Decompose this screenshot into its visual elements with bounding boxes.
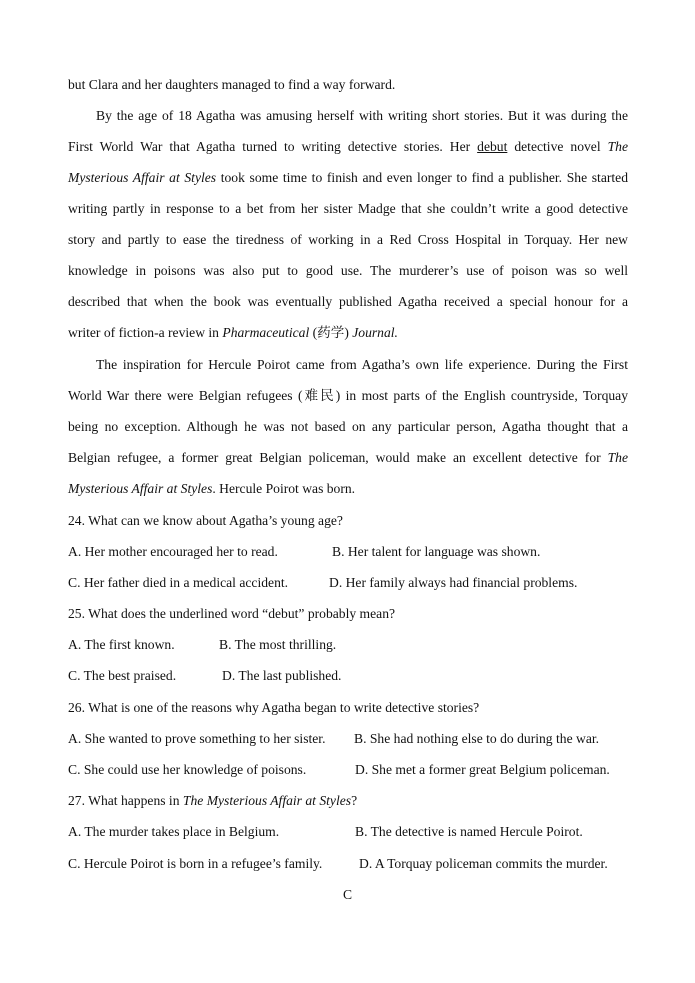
question-stem: 25. What does the underlined word “debut” probably mean? xyxy=(68,606,396,621)
question-stem: 24. What can we know about Agatha’s young age? xyxy=(68,513,343,528)
passage-line: but Clara and her daughters managed to find a way forward. xyxy=(68,77,396,92)
option-b[interactable]: B. Her talent for language was shown. xyxy=(332,544,541,559)
passage-line: Mysterious Affair at Styles. Hercule Poirot was born. xyxy=(68,481,356,496)
option-a[interactable]: A. The first known. xyxy=(68,637,175,652)
option-b[interactable]: B. She had nothing else to do during the war. xyxy=(354,731,600,746)
option-a[interactable]: A. The murder takes place in Belgium. xyxy=(68,824,280,839)
option-a[interactable]: A. She wanted to prove something to her sister. xyxy=(68,731,326,746)
section-letter: C xyxy=(342,887,353,902)
book-title: Mysterious Affair at Styles xyxy=(68,170,217,185)
option-d[interactable]: D. Her family always had financial problems. xyxy=(329,575,578,590)
passage-line: knowledge in poisons was also put to good use. The murderer’s use of poison was so well xyxy=(68,263,628,278)
passage-line: story and partly to ease the tiredness of working in a Red Cross Hospital in Torquay. Her new xyxy=(68,232,628,247)
question-stem: 27. What happens in The Mysterious Affair at Styles? xyxy=(68,793,358,808)
option-b[interactable]: B. The detective is named Hercule Poirot. xyxy=(355,824,583,839)
option-d[interactable]: D. A Torquay policeman commits the murder. xyxy=(359,856,608,871)
option-b[interactable]: B. The most thrilling. xyxy=(219,637,337,652)
option-d[interactable]: D. The last published. xyxy=(222,668,342,683)
option-a[interactable]: A. Her mother encouraged her to read. xyxy=(68,544,278,559)
underlined-word: debut xyxy=(477,139,508,154)
question-stem: 26. What is one of the reasons why Agatha began to write detective stories? xyxy=(68,700,480,715)
passage-line: writer of fiction-a review in Pharmaceutical (药学) Journal. xyxy=(68,325,398,340)
option-c[interactable]: C. Hercule Poirot is born in a refugee’s family. xyxy=(68,856,323,871)
passage-line: First World War that Agatha turned to writing detective stories. Her debut detective novel The xyxy=(68,139,628,154)
option-c[interactable]: C. She could use her knowledge of poisons. xyxy=(68,762,307,777)
option-c[interactable]: C. The best praised. xyxy=(68,668,177,683)
book-title: Mysterious Affair at Styles xyxy=(68,481,213,496)
option-d[interactable]: D. She met a former great Belgium policeman. xyxy=(355,762,610,777)
passage-line: described that when the book was eventually published Agatha received a special honour for a xyxy=(68,294,628,309)
passage-line: writing partly in response to a bet from her sister Madge that she couldn’t write a good detective xyxy=(68,201,628,216)
passage-line: The inspiration for Hercule Poirot came from Agatha’s own life experience. During the First xyxy=(96,357,628,372)
passage-line: Belgian refugee, a former great Belgian policeman, would make an excellent detective for The xyxy=(68,450,628,465)
passage-line: Mysterious Affair at Styles took some time to finish and even longer to find a publisher. She started xyxy=(68,170,628,185)
passage-line: By the age of 18 Agatha was amusing herself with writing short stories. But it was during the xyxy=(96,108,628,123)
passage-line: being no exception. Although he was not based on any particular person, Agatha thought that a xyxy=(68,419,628,434)
option-c[interactable]: C. Her father died in a medical accident. xyxy=(68,575,289,590)
passage-line: World War there were Belgian refugees (难民) in most parts of the English countryside, Torquay xyxy=(68,388,628,403)
